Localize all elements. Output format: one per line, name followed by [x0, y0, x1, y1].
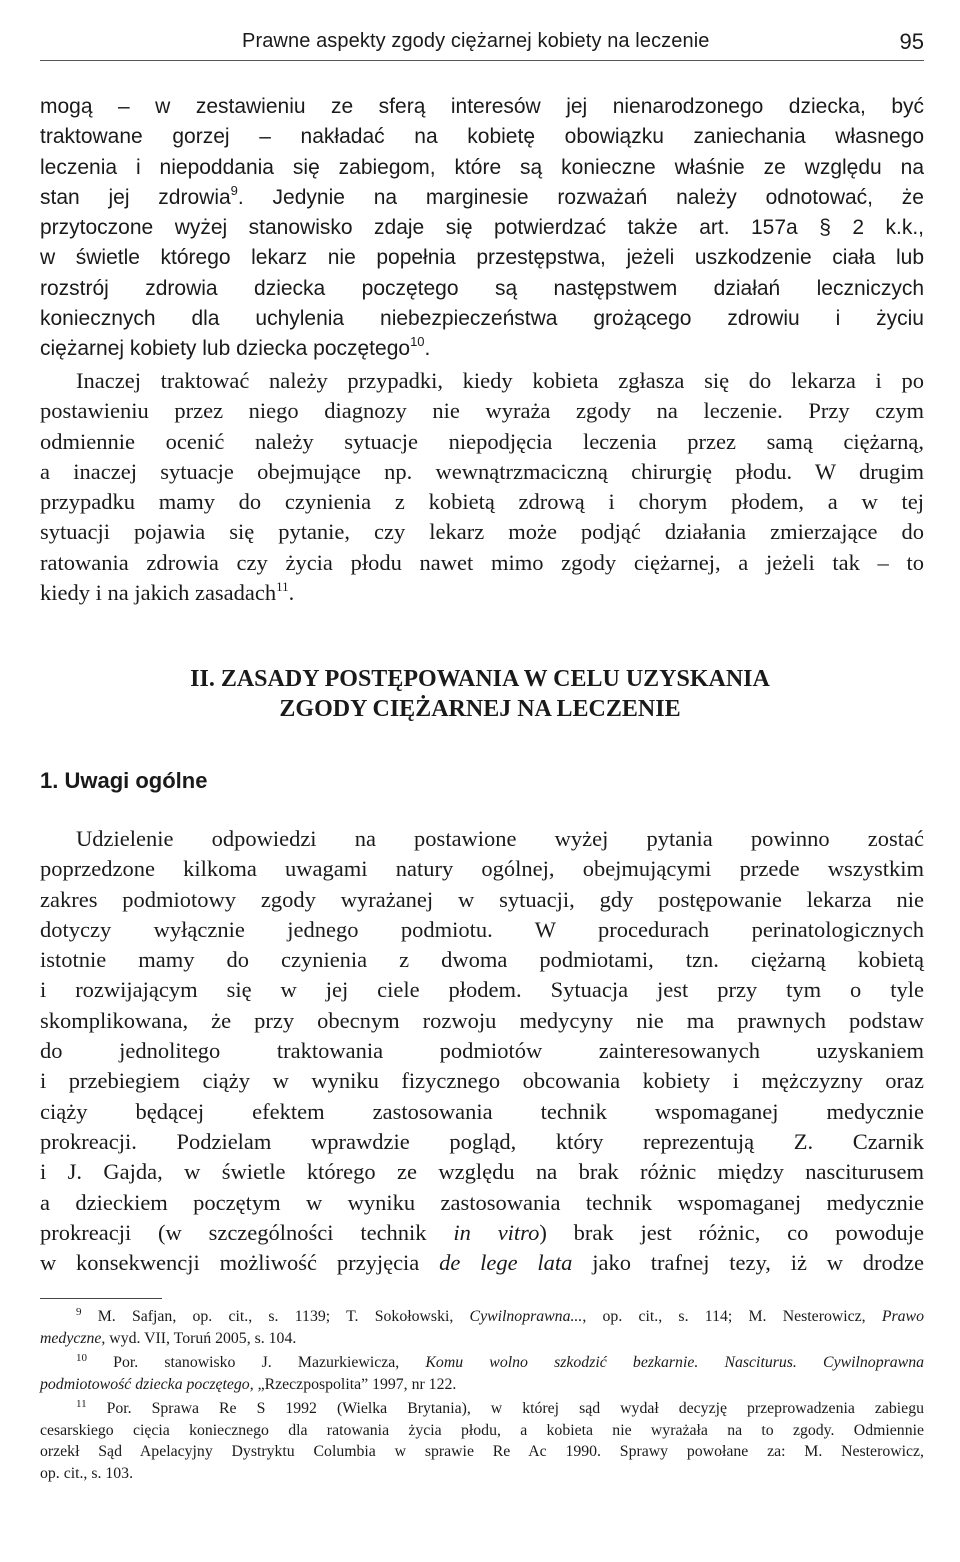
text-line: dotyczy wyłącznie jednego podmiotu. W procedurach perinatologicznych [40, 916, 924, 942]
chapter-heading [0, 664, 960, 724]
text-line [40, 578, 924, 608]
footnote-10 [40, 1352, 924, 1395]
text-line: prokreacji. Podzielam wprawdzie pogląd, który reprezentują Z. Czarnik [40, 1128, 924, 1154]
text-line: przypadku mamy do czynienia z kobietą zdrową i chorym płodem, a w tej [40, 489, 924, 515]
text-line: leczenia i niepoddania się zabiegom, które są konieczne właśnie ze względu na [40, 155, 924, 179]
text-fragment: . Jedynie na marginesie rozważań należy odnotować, że [237, 185, 924, 209]
text-fragment: prokreacji (w szczególności technik [40, 1219, 454, 1245]
footnote-11 [40, 1398, 924, 1484]
paragraph-3 [40, 824, 924, 1278]
paragraph-2 [40, 366, 924, 608]
text-line [40, 1218, 924, 1248]
footnote-line: op. cit., s. 103. [40, 1464, 134, 1482]
running-header [40, 26, 924, 61]
text-line: mogą – w zestawieniu ze sferą interesów jej nienarodzonego dziecka, być [40, 95, 924, 118]
text-line: i J. Gajda, w świetle którego ze względu na brak różnic między nasciturusem [40, 1159, 924, 1185]
text-fragment: w konsekwencji możliwość przyjęcia [40, 1250, 440, 1276]
text-fragment: M. Safjan, op. cit., s. 1139; T. Sokołowski, [81, 1308, 470, 1325]
text-fragment: kiedy i na jakich zasadach [40, 580, 277, 606]
italic-title: podmiotowość dziecka poczętego [40, 1375, 250, 1393]
italic-term: de lege lata [439, 1250, 573, 1276]
text-line: poprzedzone kilkoma uwagami natury ogólnej, obejmującymi przede wszystkim [40, 856, 924, 882]
chapter-heading-line: II. ZASADY POSTĘPOWANIA W CELU UZYSKANIA [190, 666, 770, 692]
text-fragment: ciężarnej kobiety lub dziecka poczętego [40, 337, 411, 361]
text-line: sytuacji pojawia się pytanie, czy lekarz może podjąć działania zmierzające do [40, 519, 924, 545]
text-line: do jednolitego traktowania podmiotów zainteresowanych uzyskaniem [40, 1038, 924, 1064]
text-line: postawieniu przez niego diagnozy nie wyraża zgody na leczenie. Przy czym [40, 398, 924, 424]
footnote-line: orzekł Sąd Apelacyjny Dystryktu Columbia w sprawie Re Ac 1990. Sprawy powołane za: M. Nesterowicz, [40, 1443, 924, 1460]
italic-title: medyczne [40, 1329, 102, 1347]
paragraph-1 [40, 92, 924, 365]
footnote-9 [40, 1306, 924, 1349]
running-title: Prawne aspekty zgody ciężarnej kobiety na leczenie [242, 30, 710, 52]
text-line: i rozwijającym się w jej ciele płodem. Sytuacja jest przy tym o tyle [40, 977, 924, 1003]
text-line: Inaczej traktować należy przypadki, kiedy kobieta zgłasza się do lekarza i po [76, 368, 924, 393]
text-line: ciąży będącej efektem zastosowania technik wspomaganej medycznie [40, 1098, 924, 1124]
footnote-line [40, 1306, 924, 1328]
footnote-line [40, 1398, 924, 1420]
text-line [40, 1248, 924, 1278]
text-line: a inaczej sytuacje obejmujące np. wewnątrzmaciczną chirurgię płodu. W drugim [40, 458, 924, 484]
text-fragment: Por. Sprawa Re S 1992 (Wielka Brytania), w której sąd wydał decyzję przeprowadzenia zabiegu [86, 1400, 924, 1417]
footnote-number: 11 [76, 1398, 87, 1410]
text-fragment: , op. cit., s. 114; M. Nesterowicz, [582, 1308, 882, 1325]
text-line: rozstrój zdrowia dziecka poczętego są następstwem działań leczniczych [40, 276, 924, 300]
footnote-number: 10 [76, 1352, 87, 1364]
text-fragment: jako trafnej tezy, iż w drodze [572, 1250, 924, 1276]
footnote-line [40, 1328, 924, 1350]
italic-title: Prawo [881, 1308, 924, 1325]
footnote-number: 9 [76, 1306, 82, 1318]
text-line [40, 183, 924, 213]
section-heading: 1. Uwagi ogólne [40, 768, 208, 793]
text-line: odmiennie ocenić należy sytuacje niepodjęcia leczenia przez samą ciężarną, [40, 428, 924, 454]
footnote-ref-9[interactable]: 9 [230, 182, 238, 198]
text-line: istotnie mamy do czynienia z dwoma podmiotami, tzn. ciężarną kobietą [40, 947, 924, 973]
italic-title: Komu wolno szkodzić bezkarnie. Nasciturus. Cywilnoprawna [425, 1354, 924, 1371]
text-fragment: . [424, 337, 431, 361]
footnote-line: cesarskiego cięcia koniecznego dla ratowania życia płodu, a kobieta nie wyrażała na to zgody. Odmiennie [40, 1421, 924, 1439]
italic-term: in vitro [453, 1219, 540, 1245]
text-line: koniecznych dla uchylenia niebezpieczeństwa grożącego zdrowiu i życiu [40, 307, 924, 331]
text-line: przytoczone wyżej stanowisko zdaje się potwierdzać także art. 157a § 2 k.k., [40, 216, 924, 240]
text-fragment: , wyd. VII, Toruń 2005, s. 104. [101, 1329, 297, 1347]
text-fragment: . [288, 580, 295, 606]
footnote-line [40, 1352, 924, 1374]
text-line: i przebiegiem ciąży w wyniku fizycznego obcowania kobiety i mężczyzny oraz [40, 1068, 924, 1094]
text-fragment: ) brak jest różnic, co powoduje [539, 1219, 924, 1245]
text-fragment: stan jej zdrowia [40, 185, 231, 209]
text-line: traktowane gorzej – nakładać na kobietę obowiązku zaniechania własnego [40, 125, 924, 149]
text-fragment: , „Rzeczpospolita” 1997, nr 122. [249, 1375, 457, 1393]
page-number: 95 [899, 29, 924, 54]
footnote-line [40, 1374, 924, 1396]
italic-title: Cywilnoprawna... [469, 1308, 583, 1325]
footnotes [40, 1306, 924, 1484]
text-fragment: Por. stanowisko J. Mazurkiewicza, [87, 1354, 426, 1371]
footnote-ref-11[interactable]: 11 [276, 579, 289, 595]
text-line [40, 334, 924, 364]
footnote-ref-10[interactable]: 10 [410, 334, 425, 350]
footnote-divider [40, 1298, 162, 1299]
text-line: a dzieckiem poczętym w wyniku zastosowania technik wspomaganej medycznie [40, 1189, 924, 1215]
text-line: Udzielenie odpowiedzi na postawione wyżej pytania powinno zostać [76, 826, 924, 851]
text-line: zakres podmiotowy zgody wyrażanej w sytuacji, gdy postępowanie lekarza nie [40, 886, 924, 912]
text-line: skomplikowana, że przy obecnym rozwoju medycyny nie ma prawnych podstaw [40, 1007, 924, 1033]
text-line: w świetle którego lekarz nie popełnia przestępstwa, jeżeli uszkodzenie ciała lub [40, 246, 924, 270]
chapter-heading-line: ZGODY CIĘŻARNEJ NA LECZENIE [279, 696, 681, 722]
text-line: ratowania zdrowia czy życia płodu nawet mimo zgody ciężarnej, a jeżeli tak – to [40, 549, 924, 575]
